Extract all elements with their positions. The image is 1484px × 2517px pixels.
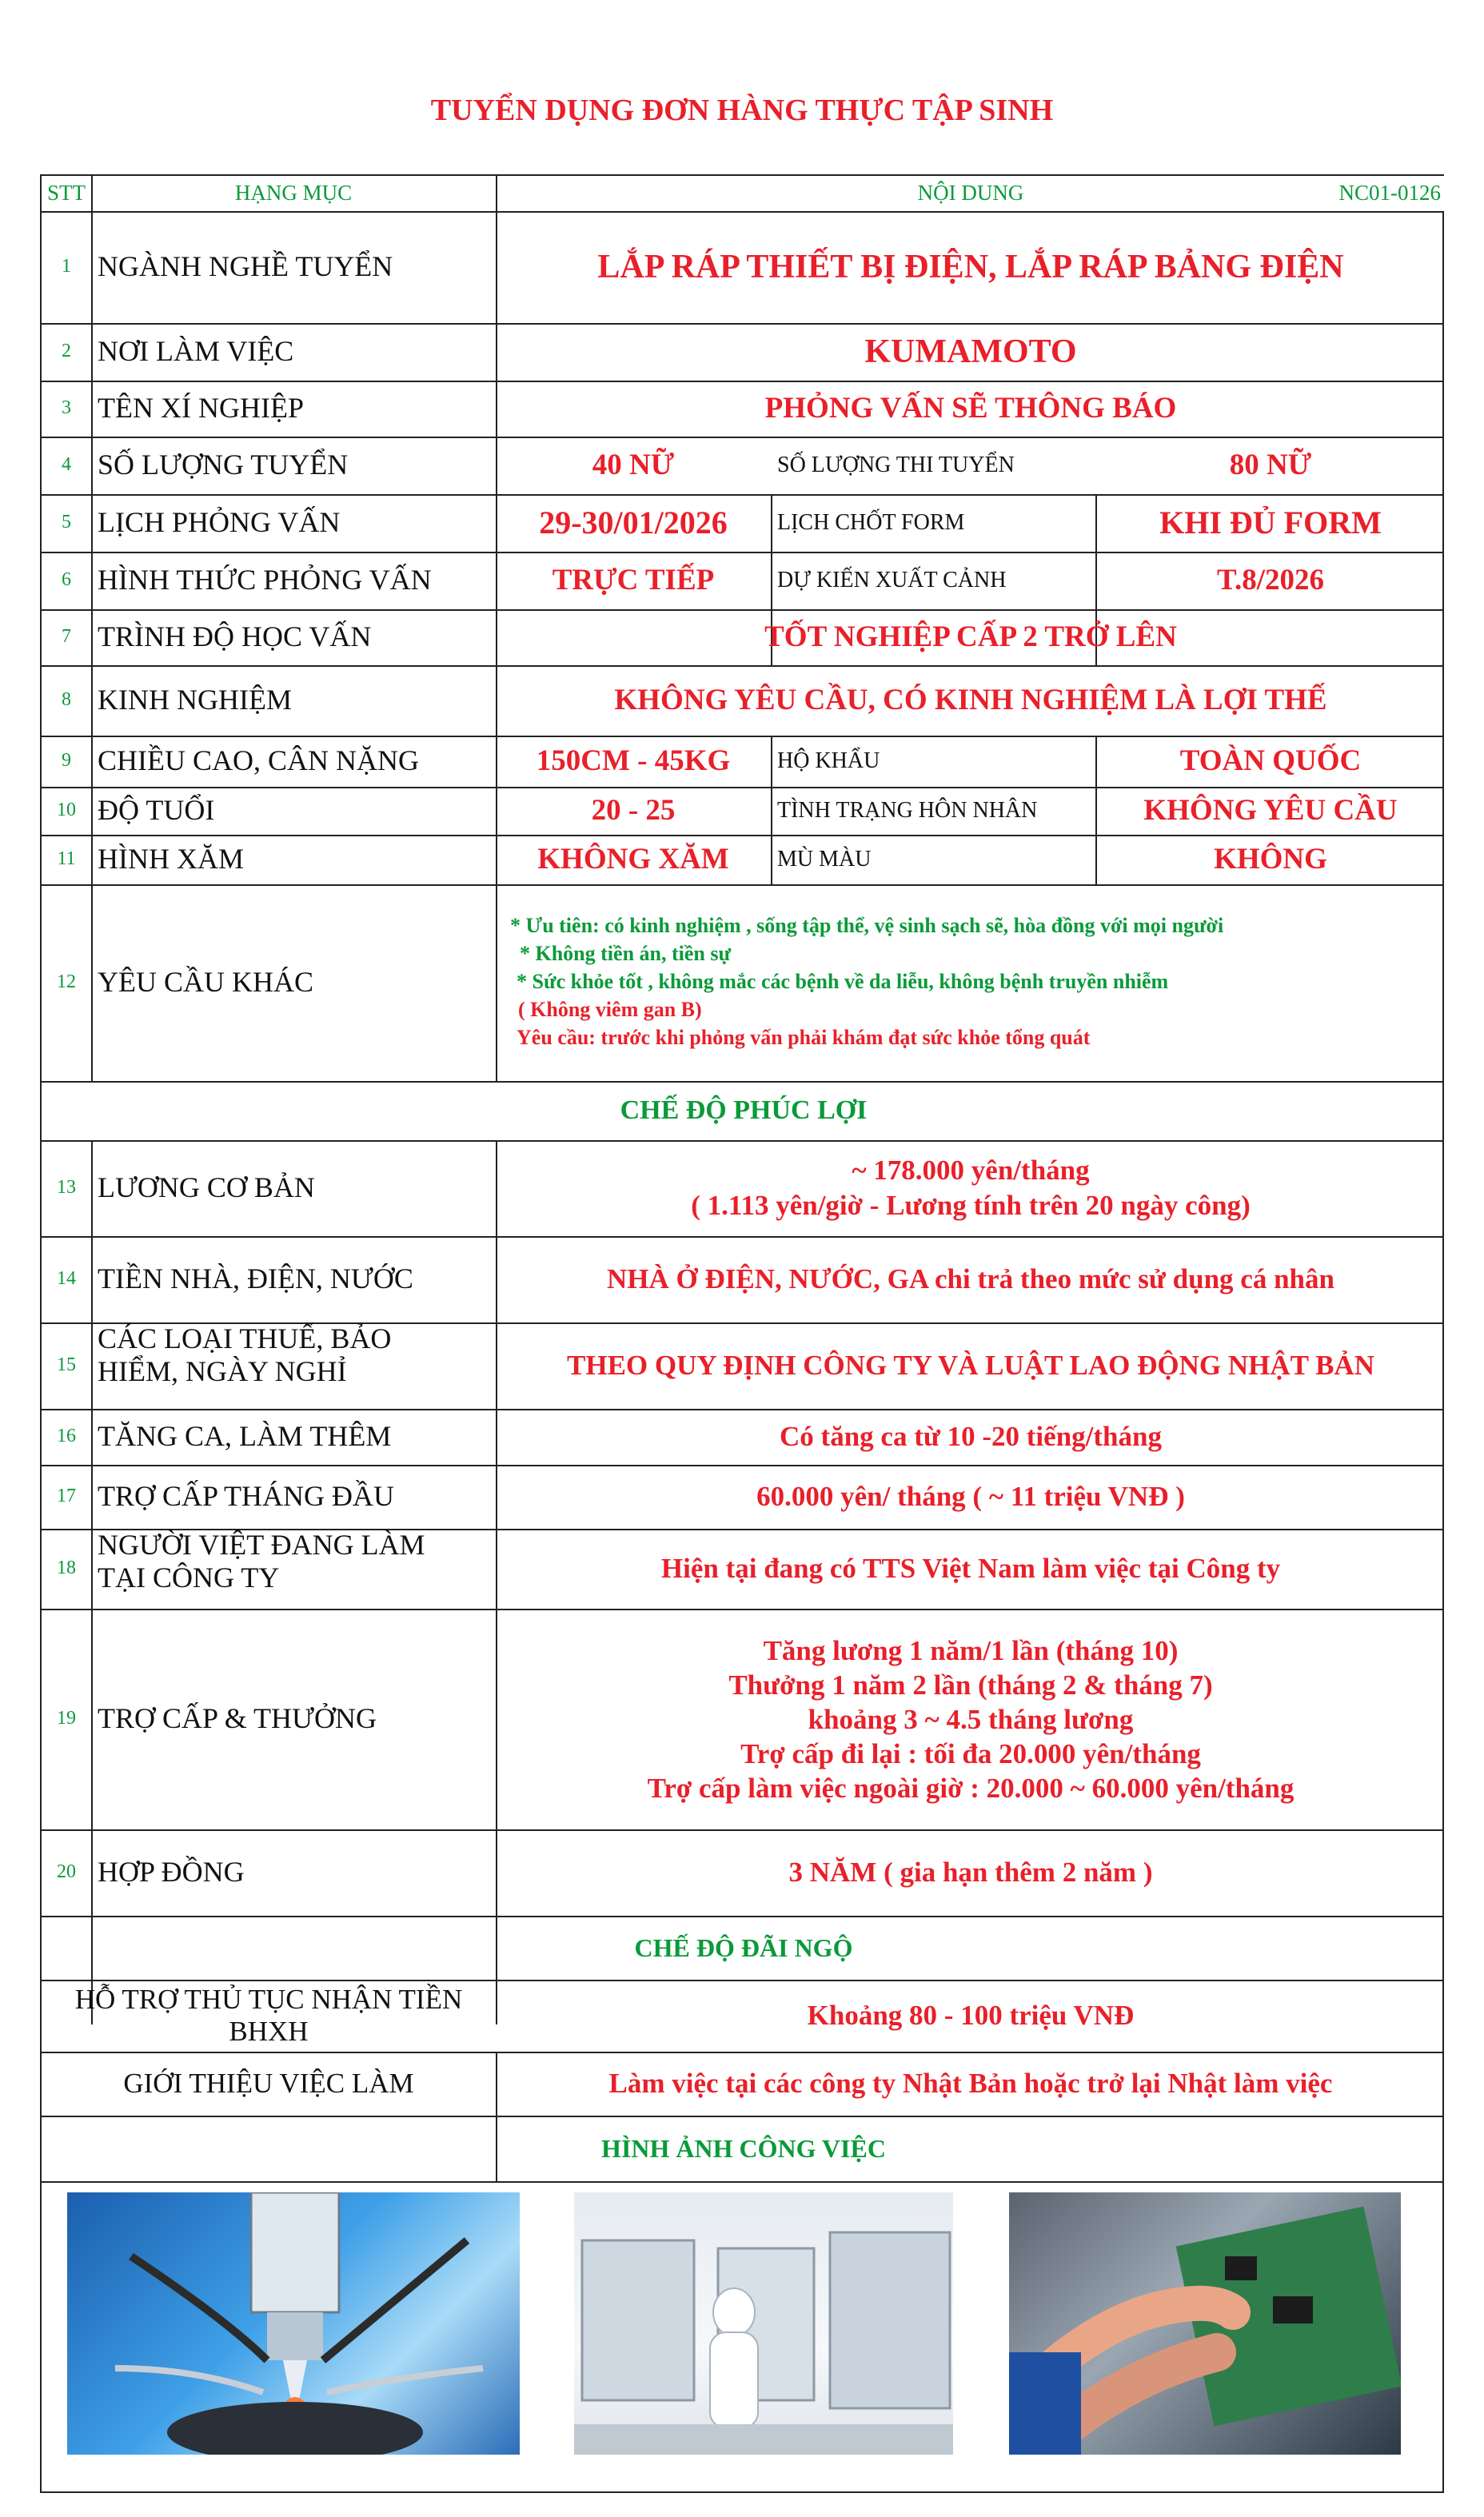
row-label: TÊN XÍ NGHIỆP <box>98 392 304 425</box>
benefit-label <box>42 1980 496 2052</box>
row-label: TRỢ CẤP & THƯỞNG <box>98 1702 377 1735</box>
factory-worker-icon <box>574 2192 953 2455</box>
row-label: ĐỘ TUỔI <box>98 794 215 827</box>
row-label: SỐ LƯỢNG TUYỂN <box>98 449 349 481</box>
header-category: HẠNG MỤC <box>234 181 353 205</box>
row-sub-value: T.8/2026 <box>1217 563 1324 596</box>
row-sub-value: KHI ĐỦ FORM <box>1159 505 1382 540</box>
benefit-label: GIỚI THIỆU VIỆC LÀM <box>123 2067 414 2099</box>
basic-salary <box>496 1140 1446 1236</box>
header-content: NỘI DUNG <box>917 181 1024 205</box>
row-sub-label: DỰ KIẾN XUẤT CẢNH <box>777 567 1007 592</box>
electronics-hands-photo <box>1009 2192 1401 2455</box>
row-label: HỢP ĐỒNG <box>98 1856 245 1889</box>
row-value: 29-30/01/2026 <box>539 505 728 540</box>
label-line: NGƯỜI VIỆT ĐANG LÀM <box>98 1529 425 1561</box>
row-value: NHÀ Ở ĐIỆN, NƯỚC, GA chi trả theo mức sử dụng cá nhân <box>607 1262 1334 1294</box>
row-number: 15 <box>57 1354 76 1376</box>
row-number: 9 <box>62 750 71 772</box>
row-sub-value: KHÔNG <box>1214 842 1327 876</box>
order-code: NC01-0126 <box>1313 176 1444 211</box>
row-value: 40 NỮ <box>592 448 675 481</box>
note-line: * Không tiền án, tiền sự <box>520 942 732 965</box>
salary-line: ( 1.113 yên/giờ - Lương tính trên 20 ngày công) <box>691 1190 1251 1221</box>
row-value: 150CM - 45KG <box>536 744 731 777</box>
row-sub-label: MÙ MÀU <box>777 846 872 872</box>
row-number: 1 <box>62 256 71 277</box>
label-line: CÁC LOẠI THUẾ, BẢO <box>98 1322 392 1354</box>
row-label: CHIỀU CAO, CÂN NẶNG <box>98 744 419 777</box>
allowance-bonus <box>496 1609 1446 1829</box>
note-line: * Ưu tiên: có kinh nghiệm , sống tập thể, vệ sinh sạch sẽ, hòa đồng với mọi người <box>510 914 1224 937</box>
note-line: Yêu cầu: trước khi phỏng vấn phải khám đạt sức khỏe tổng quát <box>517 1026 1091 1049</box>
benefit-heading: CHẾ ĐỘ ĐÃI NGỘ <box>634 1933 853 1962</box>
row-value: KHÔNG XĂM <box>537 842 729 876</box>
bonus-line: Thưởng 1 năm 2 lần (tháng 2 & tháng 7) <box>728 1669 1213 1701</box>
row-value: 60.000 yên/ tháng ( ~ 11 triệu VNĐ ) <box>756 1480 1185 1512</box>
row-number: 18 <box>57 1558 76 1579</box>
row-number: 3 <box>62 397 71 419</box>
row-number: 14 <box>57 1268 76 1290</box>
row-value: PHỎNG VẤN SẼ THÔNG BÁO <box>764 391 1177 425</box>
cleanroom-factory-photo <box>574 2192 953 2455</box>
row-label: YÊU CẦU KHÁC <box>98 966 313 999</box>
row-sub-label: LỊCH CHỐT FORM <box>777 509 965 535</box>
bonus-line: Trợ cấp làm việc ngoài giờ : 20.000 ~ 60.000 yên/tháng <box>647 1772 1295 1804</box>
row-sub-label: SỐ LƯỢNG THI TUYỂN <box>777 452 1015 477</box>
row-number: 2 <box>62 341 71 362</box>
row-label: TĂNG CA, LÀM THÊM <box>98 1420 392 1453</box>
row-sub-value: KHÔNG YÊU CẦU <box>1143 793 1398 827</box>
bonus-line: Tăng lương 1 năm/1 lần (tháng 10) <box>763 1634 1179 1666</box>
row-number: 5 <box>62 512 71 533</box>
robotic-assembly-photo <box>67 2192 520 2455</box>
circuit-board-icon <box>1009 2192 1401 2455</box>
welfare-heading: CHẾ ĐỘ PHÚC LỢI <box>620 1095 868 1126</box>
row-number: 17 <box>57 1486 76 1507</box>
row-number: 19 <box>57 1708 76 1729</box>
row-number: 7 <box>62 626 71 648</box>
row-number: 4 <box>62 454 71 476</box>
note-line: * Sức khỏe tốt , không mắc các bệnh về da liễu, không bệnh truyền nhiễm <box>517 970 1169 993</box>
row-value: 3 NĂM ( gia hạn thêm 2 năm ) <box>788 1856 1153 1888</box>
row-label: NƠI LÀM VIỆC <box>98 335 294 368</box>
salary-line: ~ 178.000 yên/tháng <box>852 1154 1090 1186</box>
row-value: KHÔNG YÊU CẦU, CÓ KINH NGHIỆM LÀ LỢI THẾ <box>614 683 1327 716</box>
row-sub-label: HỘ KHẨU <box>777 748 880 773</box>
row-label: TRỢ CẤP THÁNG ĐẦU <box>98 1480 395 1513</box>
row-value: KUMAMOTO <box>864 333 1077 370</box>
row-label: LỊCH PHỎNG VẤN <box>98 506 341 539</box>
row-number: 16 <box>57 1426 76 1447</box>
page-title: TUYỂN DỤNG ĐƠN HÀNG THỰC TẬP SINH <box>430 94 1054 127</box>
note-line: ( Không viêm gan B) <box>518 998 702 1021</box>
header-stt: STT <box>46 181 86 205</box>
bonus-line: Trợ cấp đi lại : tối đa 20.000 yên/tháng <box>740 1737 1201 1769</box>
row-number: 11 <box>57 848 76 870</box>
row-sub-value: 80 NỮ <box>1229 448 1312 481</box>
row-sub-label: TÌNH TRẠNG HÔN NHÂN <box>777 797 1038 823</box>
row-label: TRÌNH ĐỘ HỌC VẤN <box>98 620 372 653</box>
row-value: LẮP RÁP THIẾT BỊ ĐIỆN, LẮP RÁP BẢNG ĐIỆN <box>597 248 1344 285</box>
row-label: LƯƠNG CƠ BẢN <box>98 1171 315 1204</box>
row-number: 10 <box>57 800 76 821</box>
recruitment-table <box>40 174 1444 2493</box>
label-line: HỖ TRỢ THỦ TỤC NHẬN TIỀN <box>74 1983 463 2015</box>
row-label: HÌNH THỨC PHỎNG VẤN <box>98 564 432 596</box>
row-label: NGÀNH NGHỀ TUYỂN <box>98 250 393 283</box>
row-number: 13 <box>57 1177 76 1199</box>
images-heading: HÌNH ẢNH CÔNG VIỆC <box>601 2133 886 2163</box>
row-label <box>91 1529 496 1609</box>
benefit-value: Khoảng 80 - 100 triệu VNĐ <box>807 1999 1135 2031</box>
label-line: BHXH <box>229 2016 309 2047</box>
row-label: TIỀN NHÀ, ĐIỆN, NƯỚC <box>98 1262 413 1295</box>
row-value: 20 - 25 <box>591 793 676 827</box>
bonus-line: khoảng 3 ~ 4.5 tháng lương <box>808 1703 1134 1735</box>
row-value: Hiện tại đang có TTS Việt Nam làm việc tại Công ty <box>660 1552 1281 1584</box>
row-value: TỐT NGHIỆP CẤP 2 TRỞ LÊN <box>764 620 1177 653</box>
row-sub-value: TOÀN QUỐC <box>1179 744 1362 777</box>
row-number: 8 <box>62 689 71 711</box>
row-label: KINH NGHIỆM <box>98 684 292 716</box>
row-value: TRỰC TIẾP <box>552 563 715 596</box>
row-number: 12 <box>57 971 76 993</box>
robot-arm-icon <box>67 2192 520 2455</box>
row-label <box>91 1322 496 1409</box>
row-number: 6 <box>62 569 71 591</box>
benefit-value: Làm việc tại các công ty Nhật Bản hoặc trở lại Nhật làm việc <box>608 2067 1333 2099</box>
row-value: THEO QUY ĐỊNH CÔNG TY VÀ LUẬT LAO ĐỘNG NHẬT BẢN <box>567 1349 1374 1381</box>
row-value: Có tăng ca từ 10 -20 tiếng/tháng <box>780 1420 1162 1452</box>
label-line: HIỂM, NGÀY NGHỈ <box>98 1355 347 1388</box>
row-number: 20 <box>57 1861 76 1883</box>
row-label: HÌNH XĂM <box>98 843 244 876</box>
label-line: TẠI CÔNG TY <box>98 1562 280 1594</box>
other-requirements <box>510 911 1438 1051</box>
